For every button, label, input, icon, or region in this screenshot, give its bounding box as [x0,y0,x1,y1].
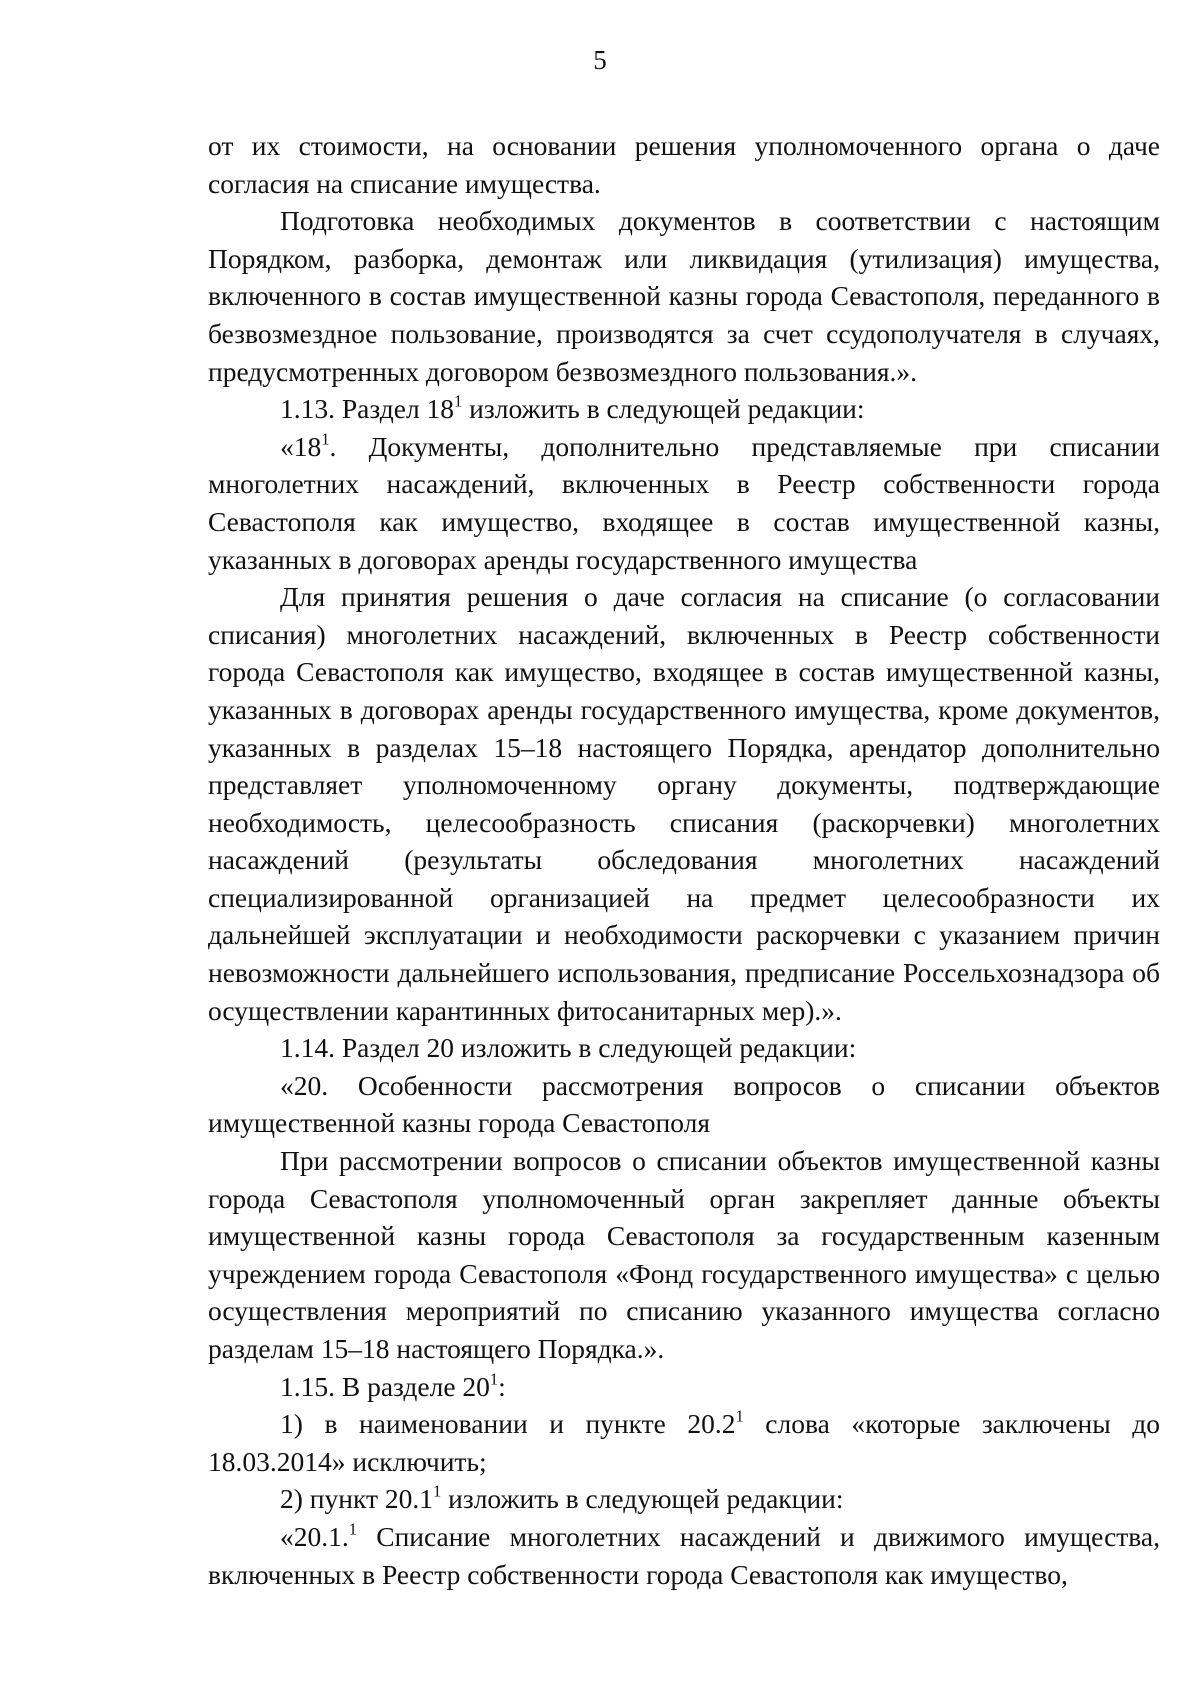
paragraph-text-after: : [498,1370,506,1402]
superscript-mark: 1 [489,1369,499,1389]
paragraph-text: При рассмотрении вопросов о списании объектов имущественной казны города Севастополя уполномоченный орган закрепляет данные объекты имущественной казны города Севастополя за государственным казенным учреждением города Севастополя «Фонд государственного имущества» с целью осуществления мероприятий по списанию указанного имущества согласно разделам 15–18 настоящего Порядка.». [208,1145,1160,1364]
paragraph-text-after: . Документы, дополнительно представляемые при списании многолетних насаждений, включенных в Реестр собственности города Севастополя как имущество, входящее в состав имущественной казны, указанных в договорах аренды государственного имущества [208,430,1160,575]
paragraph-text-before: 2) пункт 20.1 [280,1483,433,1515]
paragraph-text: «20. Особенности рассмотрения вопросов о списании объектов имущественной казны города Севастополя [208,1069,1160,1139]
superscript-mark: 1 [321,429,330,449]
superscript-mark: 1 [454,391,463,411]
paragraph-item-1-14 [208,1029,1160,1067]
paragraph-text-before: 1.13. Раздел 18 [280,393,455,425]
paragraph-text-after: изложить в следующей редакции: [441,1483,844,1515]
paragraph-section-20-heading [208,1067,1160,1142]
paragraph-text-before: 1) в наименовании и пункте 20.2 [280,1408,736,1440]
paragraph-text-after: слова «которые заключены до 18.03.2014» исключить; [208,1408,1160,1477]
paragraph-text: Для принятия решения о даче согласия на списание (о согласовании списания) многолетних насаждений, включенных в Реестр собственности города Севастополя как имущество, входящее в состав имущественной казны, указанных в договорах аренды государственного имущества, кроме документов, указанных в разделах 15–18 настоящего Порядка, арендатор дополнительно представляет уполномоченному органу документы, подтверждающие необходимость, целесообразность списания (раскорчевки) многолетних насаждений (результаты обследования многолетних насаждений специализированной организацией на предмет целесообразности их дальнейшей эксплуатации и необходимости раскорчевки с указанием причин невозможности дальнейшего использования, предписание Россельхознадзора об осуществлении карантинных фитосанитарных мер).». [208,581,1160,1026]
paragraph-text: от их стоимости, на основании решения уполномоченного органа о даче согласия на списание имущества. [208,130,1160,199]
paragraph-continuation [208,127,1160,202]
paragraph-item-1-15 [208,1368,1160,1406]
paragraph-text-before: 1.15. В разделе 20 [280,1370,490,1402]
superscript-mark: 1 [348,1519,357,1539]
paragraph-text-after: Списание многолетних насаждений и движимого имущества, включенных в Реестр собственности города Севастополя как имущество, [208,1520,1160,1590]
paragraph-subitem-1 [208,1405,1160,1480]
document-body [208,127,1160,1593]
superscript-mark: 1 [432,1481,442,1501]
paragraph-section-18-1-heading [208,428,1160,578]
paragraph-item-1-13 [208,390,1160,428]
paragraph-text-before: «20.1. [280,1520,349,1552]
paragraph-text-after: изложить в следующей редакции: [462,393,865,425]
paragraph-section-18-1-body [208,578,1160,1029]
superscript-mark: 1 [735,1406,744,1426]
page-number: 5 [593,45,607,75]
paragraph-point-20-1-1 [208,1518,1160,1593]
paragraph-preparation-costs [208,202,1160,390]
paragraph-text: 1.14. Раздел 20 изложить в следующей редакции: [280,1032,857,1064]
paragraph-section-20-body [208,1142,1160,1368]
paragraph-subitem-2 [208,1480,1160,1518]
paragraph-text: Подготовка необходимых документов в соответствии с настоящим Порядком, разборка, демонтаж или ликвидация (утилизация) имущества, включенного в состав имущественной казны города Севастополя, переданного в безвозмездное пользование, производятся за счет ссудополучателя в случаях, предусмотренных договором безвозмездного пользования.». [208,205,1160,387]
paragraph-text-before: «18 [280,430,322,462]
